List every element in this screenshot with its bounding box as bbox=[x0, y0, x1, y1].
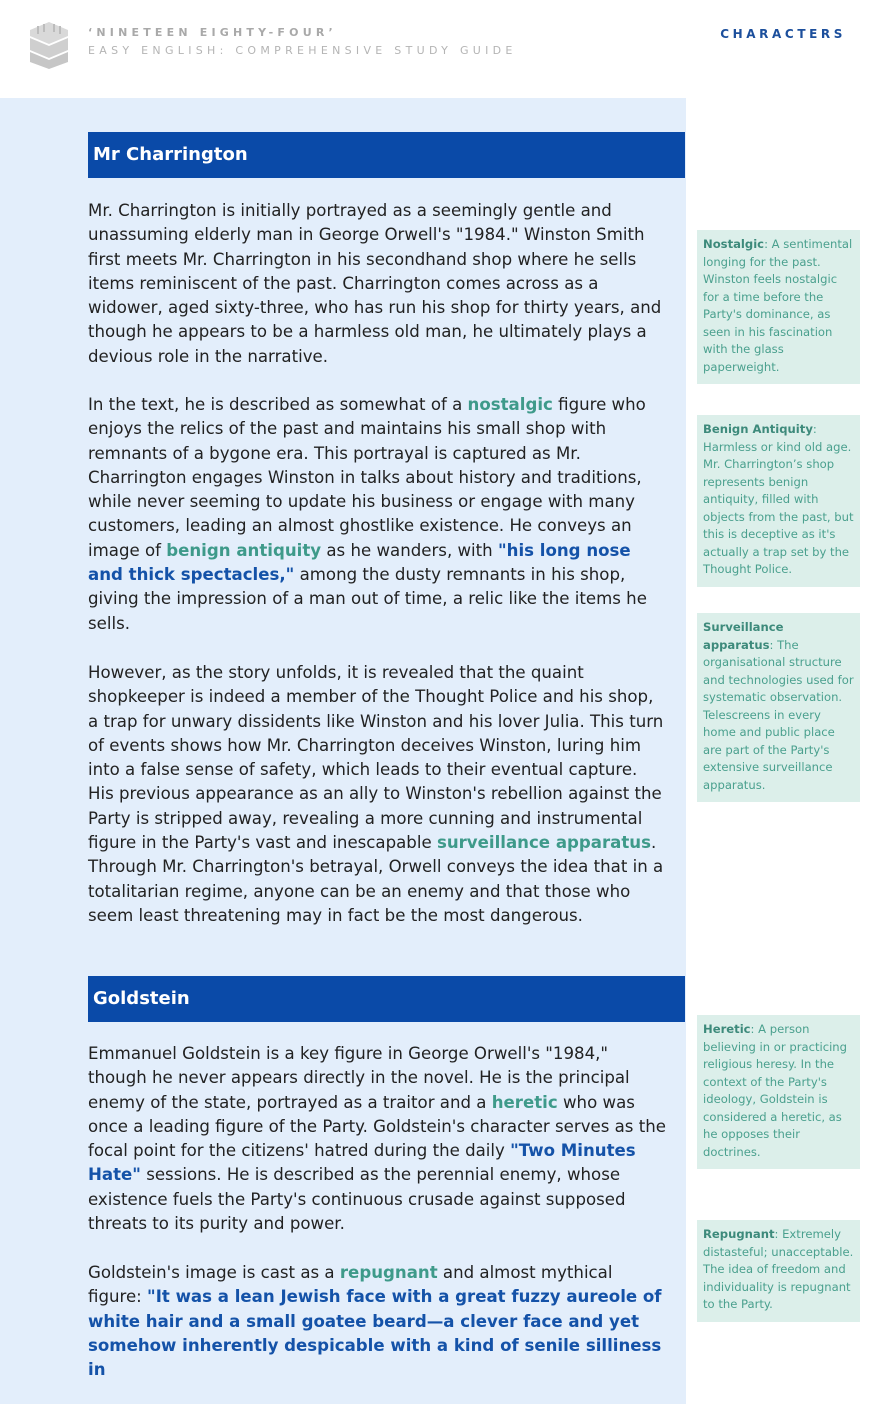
quotation: "his long nose and thick spectacles," bbox=[88, 540, 631, 585]
paragraph-text: who was once a leading figure of the Party. Goldstein's character serves as the focal point for the citizens' hatred during the daily bbox=[88, 1092, 666, 1161]
paragraph-text: Emmanuel Goldstein is a key figure in George Orwell's "1984," though he never appears directly in the novel. He is the principal enemy of the state, portrayed as a traitor and a bbox=[88, 1044, 630, 1112]
section-heading-goldstein: Goldstein bbox=[88, 976, 685, 1022]
glossary-note-repugnant bbox=[697, 1220, 860, 1322]
key-term: surveillance apparatus bbox=[436, 833, 651, 853]
paragraph-text: . Through Mr. Charrington's betrayal, Orwell conveys the idea that in a totalitarian regime, anyone can be an enemy and that those who seem least threatening may in fact be the most dangerous. bbox=[88, 833, 664, 925]
section-heading-charrington: Mr Charrington bbox=[88, 132, 685, 178]
note-term: Surveillance apparatus bbox=[703, 620, 784, 652]
paragraph bbox=[88, 393, 668, 636]
quotation: "It was a lean Jewish face with a great fuzzy aureole of white hair and a small goatee beard—a clever face and yet somehow inherently despicable with a kind of senile silliness in bbox=[88, 1287, 662, 1380]
paragraph-text: sessions. He is described as the perennial enemy, whose existence fuels the Party's continuous crusade against supposed threats to its purity and power. bbox=[88, 1165, 626, 1234]
paragraph bbox=[88, 1042, 668, 1236]
paragraph bbox=[88, 1261, 668, 1382]
note-term: Nostalgic bbox=[703, 237, 765, 251]
paragraph-text: Mr. Charrington is initially portrayed as a seemingly gentle and unassuming elderly man in George Orwell's "1984." Winston Smith first meets Mr. Charrington in his secondhand shop where he sells items reminiscent of the past. Charrington comes across as a widower, aged sixty-three, who has run his shop for thirty years, and though he appears to be a harmless old man, he ultimately plays a devious role in the narrative. bbox=[88, 201, 662, 366]
key-term: repugnant bbox=[339, 1263, 438, 1282]
section-label: CHARACTERS bbox=[720, 27, 846, 41]
paragraph-text: figure who enjoys the relics of the past and maintains his small shop with remnants of a bygone era. This portrayal is captured as Mr. Charrington engages Winston in talks about history and traditions, while never seeming to update his business or engage with many customers, leading an almost ghostlike existence. He conveys an image of bbox=[88, 395, 646, 560]
page-header bbox=[0, 0, 880, 98]
note-definition: : A sentimental longing for the past. Winston feels nostalgic for a time before the Party's dominance, as seen in his fascination with the glass paperweight. bbox=[703, 237, 853, 374]
paragraph-text: among the dusty remnants in his shop, giving the impression of a man out of time, a relic like the items he sells. bbox=[88, 565, 647, 633]
note-term: Heretic bbox=[703, 1022, 751, 1036]
note-definition: : Harmless or kind old age. Mr. Charrington’s shop represents benign antiquity, filled with objects from the past, but this is deceptive as it's actually a trap set by the Thought Police. bbox=[703, 422, 854, 576]
note-definition: : Extremely distasteful; unacceptable. The idea of freedom and individuality is repugnant to the Party. bbox=[703, 1227, 854, 1311]
key-term: benign antiquity bbox=[166, 540, 322, 560]
paragraph-text: However, as the story unfolds, it is revealed that the quaint shopkeeper is indeed a member of the Thought Police and his shop, a trap for unwary dissidents like Winston and his lover Julia. This turn of events shows how Mr. Charrington deceives Winston, luring him into a false sense of safety, which leads to their eventual capture. His previous appearance as an ally to Winston's rebellion against the Party is stripped away, revealing a more cunning and instrumental figure in the Party's vast and inescapable bbox=[88, 663, 664, 853]
book-stack-logo-icon bbox=[28, 20, 70, 70]
note-term: Repugnant bbox=[703, 1227, 775, 1241]
book-title: ‘NINETEEN EIGHTY-FOUR’ bbox=[88, 26, 337, 39]
paragraph-text: as he wanders, with bbox=[321, 540, 498, 560]
note-definition: : The organisational structure and technologies used for systematic observation. Telescreens in every home and public place are part of the Party's extensive surveillance apparatus. bbox=[703, 637, 854, 792]
quotation: "Two Minutes Hate" bbox=[88, 1141, 636, 1185]
glossary-note-nostalgic bbox=[697, 230, 860, 384]
guide-subtitle: EASY ENGLISH: COMPREHENSIVE STUDY GUIDE bbox=[88, 44, 517, 57]
note-definition: : A person believing in or practicing religious heresy. In the context of the Party's ideology, Goldstein is considered a heretic, as he opposes their doctrines. bbox=[703, 1022, 848, 1159]
glossary-note-benign-antiquity bbox=[697, 415, 860, 587]
key-term: heretic bbox=[491, 1092, 558, 1112]
note-term: Benign Antiquity bbox=[703, 422, 813, 436]
paragraph-text: and almost mythical figure: bbox=[88, 1263, 613, 1307]
paragraph bbox=[88, 199, 668, 369]
paragraph-text: In the text, he is described as somewhat of a bbox=[88, 395, 468, 414]
glossary-note-heretic bbox=[697, 1015, 860, 1169]
key-term: nostalgic bbox=[467, 395, 553, 414]
paragraph-text: Goldstein's image is cast as a bbox=[88, 1263, 340, 1282]
glossary-note-surveillance-apparatus bbox=[697, 613, 860, 802]
paragraph bbox=[88, 661, 668, 928]
